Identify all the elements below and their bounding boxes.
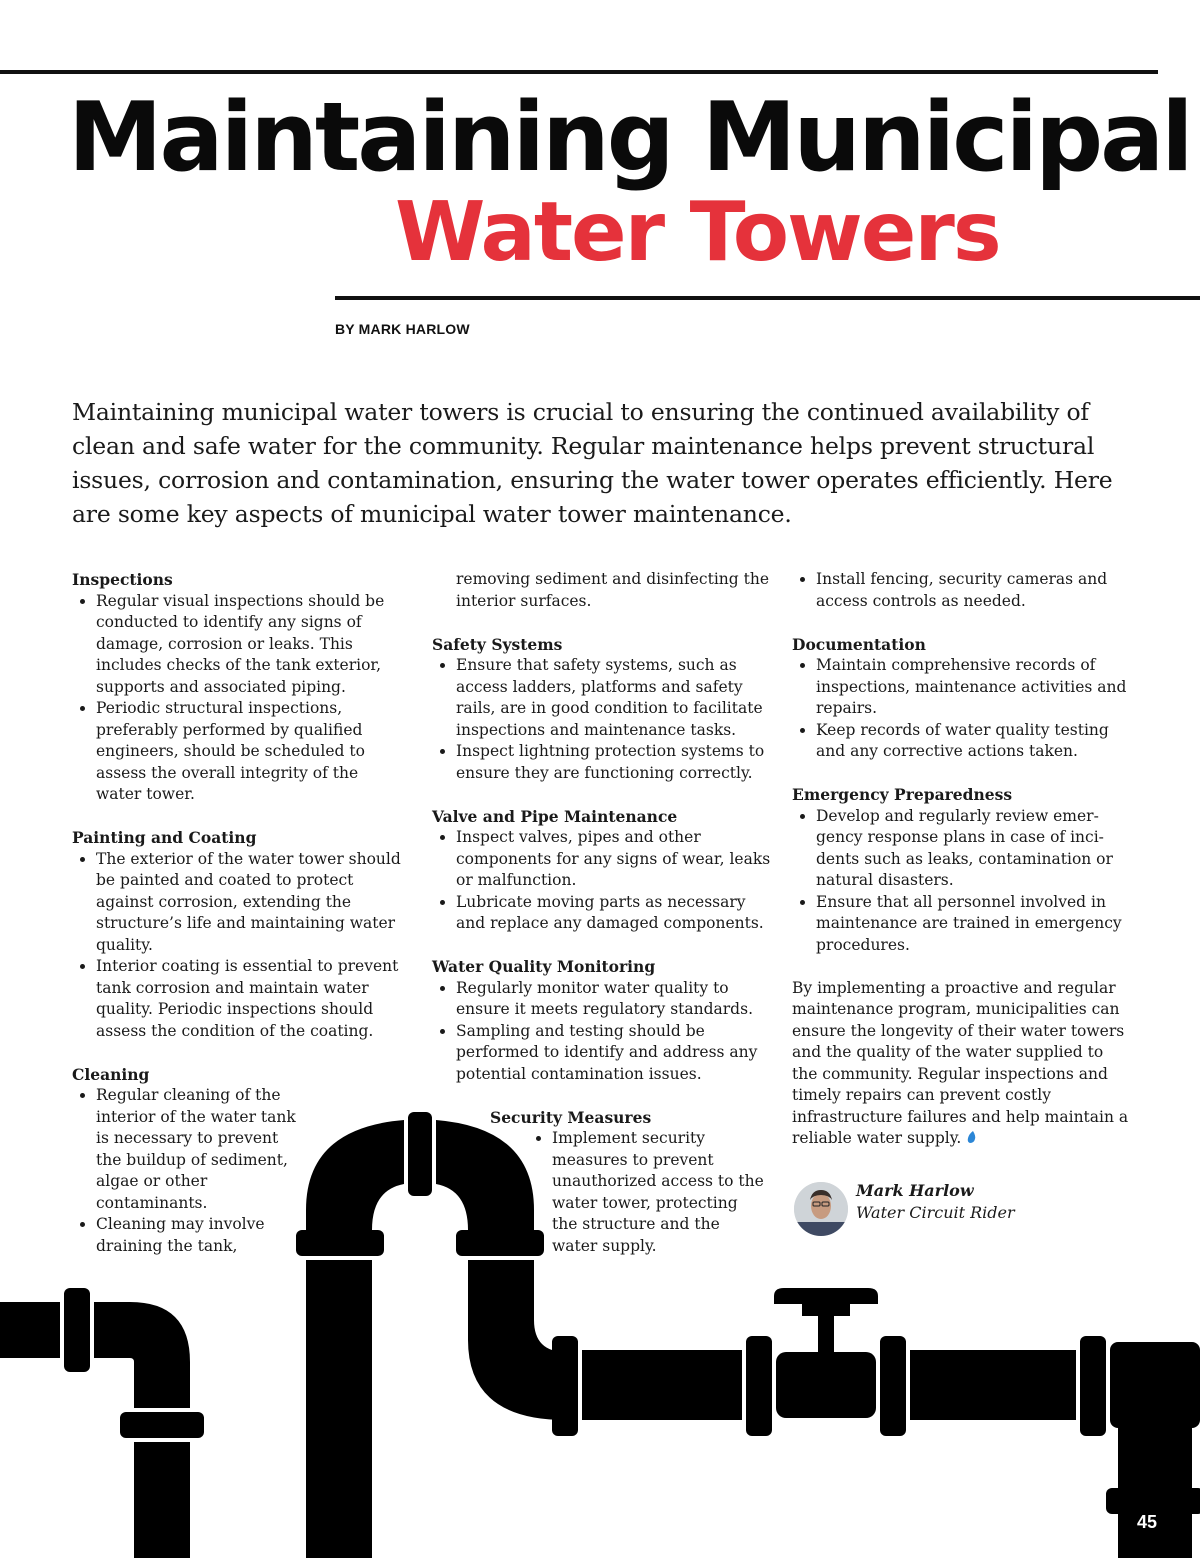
section-safety	[432, 634, 777, 785]
section-heading: Water Quality Monitoring	[432, 957, 656, 976]
title-line-2: Water Towers	[395, 185, 1000, 280]
list-item: • Cleaning may involve draining the tank,	[96, 1214, 302, 1257]
section-security-continued	[792, 569, 1132, 612]
section-heading: Safety Systems	[432, 634, 563, 654]
left-pipe-flange-2	[120, 1412, 204, 1438]
section-emergency	[792, 784, 1132, 956]
author-role: Water Circuit Rider	[856, 1202, 1015, 1222]
u-pipe-right-elbow	[468, 1260, 566, 1420]
list-item: • Maintain comprehensive records of inspections, maintenance activities and repairs.	[816, 655, 1132, 720]
list-item: • Ensure that all personnel involved in maintenance are trained in emergency procedures.	[816, 892, 1132, 957]
left-pipe-elbow	[94, 1302, 190, 1408]
water-drop-icon	[966, 1130, 977, 1144]
section-inspections	[72, 569, 407, 806]
list-item: • Periodic structural inspections, preferably performed by qualified engineers, should be scheduled to assess the overall integrity of the water tower.	[96, 698, 407, 806]
list-item: • Implement security measures to prevent unauthorized access to the water tower, protecting the structure and the water supply.	[552, 1128, 765, 1257]
tee-fitting	[1110, 1342, 1200, 1428]
author-name: Mark Harlow	[856, 1180, 974, 1200]
section-heading: Security Measures	[490, 1107, 652, 1127]
list-item: • Ensure that safety systems, such as access ladders, platforms and safety rails, are in good condition to facilitate inspections and maintenance tasks.	[456, 655, 777, 741]
list-item: • Keep records of water quality testing and any corrective actions taken.	[816, 720, 1132, 763]
section-valve	[432, 806, 777, 935]
valve-handle-base	[802, 1302, 850, 1316]
closing-text: By implementing a proactive and regular maintenance program, municipalities can ensure the longevity of their water towers and the quality of the water supplied to the community. Regular inspections and timely repairs can prevent costly infrastructure failures and help maintain a reliable water supply.	[792, 978, 1129, 1147]
bullet-list	[432, 827, 777, 935]
bullet-list	[792, 806, 1132, 957]
author-info	[856, 1180, 1015, 1224]
author-block	[792, 1180, 1132, 1250]
main-pipe-flange-1	[746, 1336, 772, 1436]
bullet-list	[432, 978, 777, 1086]
bullet-list	[490, 1128, 765, 1257]
list-item: • The exterior of the water tower should be painted and coated to protect against corrosion, extending the structure’s life and maintaining water quality.	[96, 849, 407, 957]
section-security	[490, 1107, 765, 1258]
left-pipe-vertical	[134, 1442, 190, 1558]
list-item: • Interior coating is essential to prevent tank corrosion and maintain water quality. Periodic inspections should assess the condition of the coating.	[96, 956, 407, 1042]
list-item: • Regular visual inspections should be conducted to identify any signs of damage, corrosion or leaks. This includes checks of the tank exterior, supports and associated piping.	[96, 591, 407, 699]
bullet-list	[72, 1085, 302, 1257]
list-item: • Install fencing, security cameras and access controls as needed.	[816, 569, 1132, 612]
section-documentation	[792, 634, 1132, 763]
list-item: • Inspect valves, pipes and other components for any signs of wear, leaks or malfunction.	[456, 827, 777, 892]
section-heading: Cleaning	[72, 1064, 150, 1084]
u-pipe-bottom-flange	[552, 1336, 578, 1436]
bullet-list	[432, 655, 777, 784]
list-item: • Develop and regularly review emergency response plans in case of incidents such as leaks, contamination or natural disasters.	[816, 806, 1132, 892]
avatar	[794, 1182, 848, 1236]
section-heading: Emergency Preparedness	[792, 785, 1013, 804]
section-heading: Painting and Coating	[72, 828, 257, 847]
section-quality	[432, 956, 777, 1085]
list-item: • Lubricate moving parts as necessary and replace any damaged components.	[456, 892, 777, 935]
main-pipe-segment-2	[910, 1350, 1076, 1420]
closing-paragraph	[792, 978, 1132, 1150]
section-painting	[72, 827, 407, 1042]
u-pipe-left-leg	[306, 1260, 372, 1558]
valve-body	[776, 1352, 876, 1418]
list-item: • Sampling and testing should be performed to identify and address any potential contamination issues.	[456, 1021, 777, 1086]
section-heading: Documentation	[792, 634, 926, 654]
title-rule	[335, 296, 1200, 300]
list-item: • Inspect lightning protection systems to ensure they are functioning correctly.	[456, 741, 777, 784]
section-cleaning	[72, 1064, 302, 1258]
section-heading: Valve and Pipe Maintenance	[432, 806, 678, 826]
bullet-list	[792, 569, 1132, 612]
title-line-1: Maintaining Municipal	[68, 83, 1191, 193]
column-3	[792, 569, 1132, 1250]
byline: BY MARK HARLOW	[335, 321, 470, 337]
bullet-list	[792, 655, 1132, 763]
author-photo-icon	[794, 1182, 848, 1236]
page-number: 45	[1136, 1512, 1158, 1532]
list-item: • Regularly monitor water quality to ensure it meets regulatory standards.	[456, 978, 777, 1021]
main-pipe-segment-1	[582, 1350, 742, 1420]
section-heading: Inspections	[72, 570, 173, 589]
bullet-list	[72, 591, 407, 806]
top-rule	[0, 70, 1158, 74]
column-1	[72, 569, 407, 1279]
tee-down-pipe	[1118, 1428, 1192, 1488]
cleaning-continued: removing sediment and disinfecting the interior surfaces.	[456, 570, 770, 610]
list-item: • Regular cleaning of the interior of the water tank is necessary to prevent the buildup of sediment, algae or other contaminants.	[96, 1085, 302, 1214]
column-2	[432, 569, 777, 1279]
main-pipe-flange-3	[1080, 1336, 1106, 1436]
main-pipe-flange-2	[880, 1336, 906, 1436]
bullet-list	[72, 849, 407, 1043]
u-pipe-top-flange	[408, 1112, 432, 1196]
intro-paragraph: Maintaining municipal water towers is crucial to ensuring the continued availability of clean and safe water for the community. Regular maintenance helps prevent structural issues, corrosion and contamination, ensuring the water tower operates efficiently. Here are some key aspects of municipal water tower maintenance.	[72, 398, 1113, 528]
valve-handle	[774, 1288, 878, 1304]
left-pipe-flange	[64, 1288, 90, 1372]
left-pipe-horizontal	[0, 1302, 60, 1358]
